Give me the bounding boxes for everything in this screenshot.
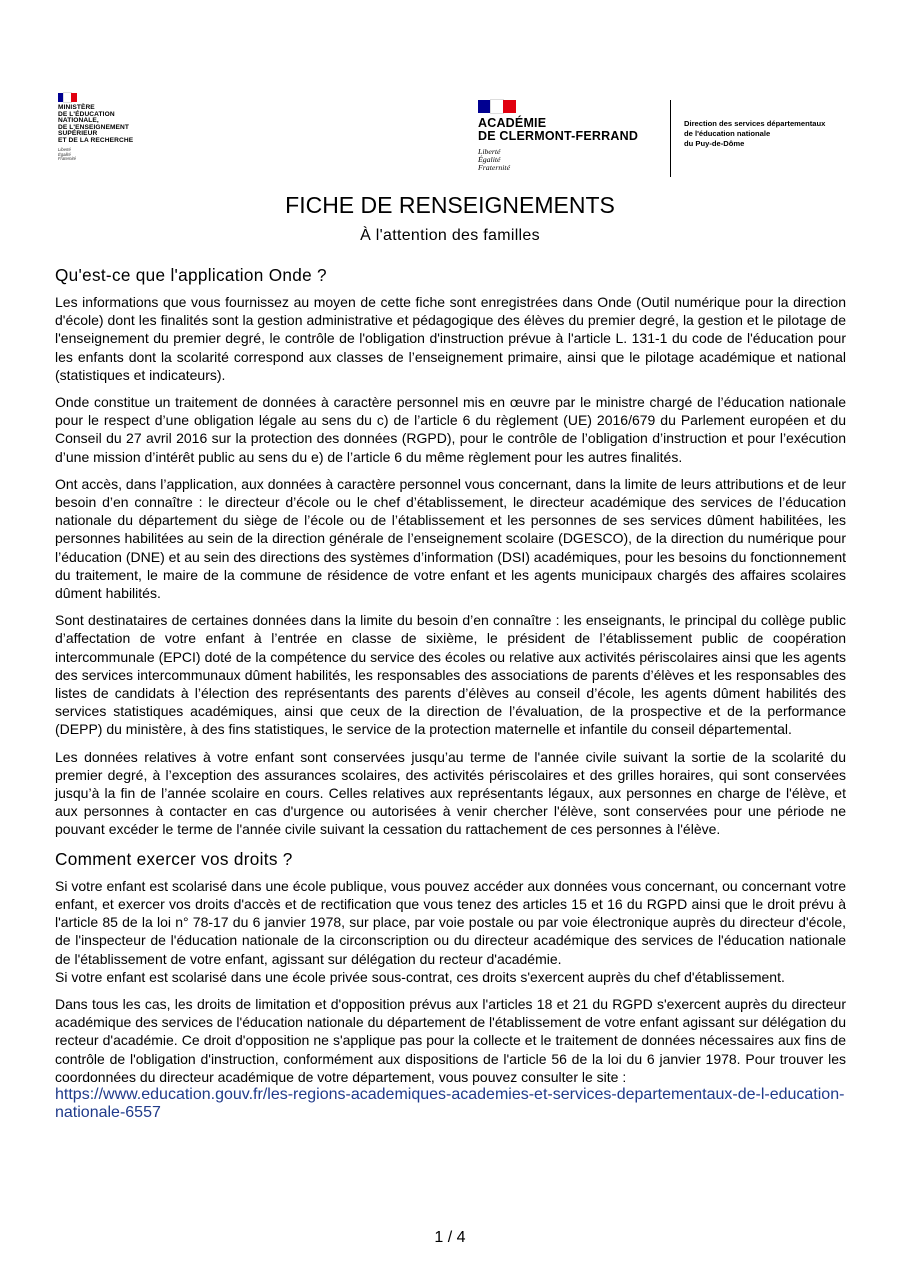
academy-logo (478, 100, 638, 173)
page-title: FICHE DE RENSEIGNEMENTS (285, 192, 615, 218)
section-heading-rights: Comment exercer vos droits ? (55, 848, 293, 869)
paragraph: Ont accès, dans l’application, aux données à caractère personnel vous concernant, dans la limite de leurs attributions et de leur besoin d’en connaître : le directeur d’école ou le chef d’établissement, le directeur académique des services de l’éducation nationale du département du siège de l’école ou de l’établissement et les personnes de ses services dûment habilitées, les personnes habilitées au sein de la direction générale de l’enseignement scolaire (DGESCO), de la direction du numérique pour l’éducation (DNE) et au sein des directions des systèmes d’information (DSI) académiques, pour les besoins du fonctionnement du traitement, le maire de la commune de résidence de votre enfant et les agents municipaux chargés des affaires scolaires dûment habilités. (55, 475, 846, 602)
paragraph: Les informations que vous fournissez au moyen de cette fiche sont enregistrées dans Onde (Outil numérique pour la direction d'école) dont les finalités sont la gestion administrative et pédagogique des élèves du premier degré, la gestion et le pilotage de l'enseignement du premier degré, le contrôle de l'obligation d'instruction prévue à l'article L. 131-1 du code de l'éducation pour les enfants dont la scolarité correspond aux classes de l’enseignement primaire, ainsi que le pilotage académique et national (statistiques et indicateurs). (55, 294, 846, 383)
paragraph: Si votre enfant est scolarisé dans une école publique, vous pouvez accéder aux données vous concernant, ou concernant votre enfant, et exercer vos droits d'accès et de rectification que vous tenez des articles 15 et 16 du RGPD ainsi que le droit prévu à l'article 85 de la loi n° 78-17 du 6 janvier 1978, sur place, par voie postale ou par voie électronique auprès du directeur d'école, de l'inspecteur de l'éducation nationale de la circonscription ou du directeur académique des services de l'éducation nationale de l'établissement de votre enfant, agissant sur délégation du recteur d'académie. (55, 877, 846, 967)
french-flag-icon (478, 100, 516, 113)
ministry-logo (58, 93, 153, 162)
paragraph: Sont destinataires de certaines données dans la limite du besoin d’en connaître : les enseignants, le principal du collège public d’affectation de votre enfant à l’entrée en classe de sixième, le président de l’établissement public de coopération intercommunale (EPCI) doté de la compétence du service des écoles ou relative aux activités périscolaires ainsi que les agents des services intercommunaux dûment habilités, les responsables des associations de parents d’élèves et les responsables des listes de candidats à l’élection des représentants des parents d’élèves au conseil d’école, les agents dûment habilités des services statistiques académiques, ainsi que ceux de la direction de l’évaluation, de la prospective et de la performance (DEPP) du ministère, à des fins statistiques, le service de la protection maternelle et infantile du conseil départemental. (55, 612, 846, 738)
academy-name: ACADÉMIE DE CLERMONT-FERRAND (478, 116, 639, 143)
paragraph: Dans tous les cas, les droits de limitation et d'opposition prévus aux l'articles 18 et 21 du RGPD s'exercent auprès du directeur académique des services de l'éducation nationale du département de l'établissement de votre enfant agissant sur délégation du recteur d'académie. Ce droit d'opposition ne s'applique pas pour la collecte et le traitement de données nécessaires aux fins de contrôle de l'obligation d'instruction, conformément aux dispositions de l'article 56 de la loi du 6 janvier 1978. Pour trouver les coordonnées du directeur académique de votre département, vous pouvez consulter le site : (55, 995, 846, 1085)
header-divider (670, 100, 671, 177)
ministry-motto: Liberté Égalité Fraternité (58, 147, 76, 162)
page-subtitle: À l'attention des familles (360, 227, 540, 244)
document-body (55, 264, 846, 1122)
dsden-label: Direction des services départementaux de l'éducation nationale du Puy-de-Dôme (684, 119, 826, 148)
french-flag-icon (58, 93, 77, 102)
paragraph: Onde constitue un traitement de données à caractère personnel mis en œuvre par le ministre chargé de l’éducation nationale pour le respect d’une obligation légale au sens du c) de l’article 6 du règlement (UE) 2016/679 du Parlement européen et du Conseil du 27 avril 2016 sur la protection des données (RGPD), pour le contrôle de l’obligation d’instruction et pour l’exécution d’une mission d’intérêt public au sens du e) de l’article 6 du même règlement pour les autres finalités. (55, 394, 846, 465)
paragraph: Si votre enfant est scolarisé dans une école privée sous-contrat, ces droits s'exercent auprès du chef d'établissement. (55, 968, 785, 985)
page-number: 1 / 4 (434, 1229, 466, 1246)
ministry-name: MINISTÈRE DE L'ÉDUCATION NATIONALE, DE L'ENSEIGNEMENT SUPÉRIEUR ET DE LA RECHERCHE (58, 104, 134, 144)
academy-motto: Liberté Égalité Fraternité (478, 147, 511, 173)
section-heading-onde: Qu'est-ce que l'application Onde ? (55, 265, 327, 285)
education-site-link[interactable]: https://www.education.gouv.fr/les-regions-academiques-academies-et-services-departementaux-de-l-education-nationale-6557 (55, 1085, 845, 1121)
paragraph: Les données relatives à votre enfant sont conservées jusqu’au terme de l'année civile suivant la sortie de la scolarité du premier degré, à l’exception des assurances scolaires, des activités périscolaires et des grilles horaires, qui sont conservées jusqu’à la fin de l’année scolaire en cours. Celles relatives aux représentants légaux, aux personnes en charge de l'élève, et aux personnes à contacter en cas d'urgence ou autorisées à venir chercher l'élève, sont conservées pour une période ne pouvant excéder le terme de l'année civile suivant la cessation du rattachement de ces personnes à l'élève. (55, 748, 846, 838)
